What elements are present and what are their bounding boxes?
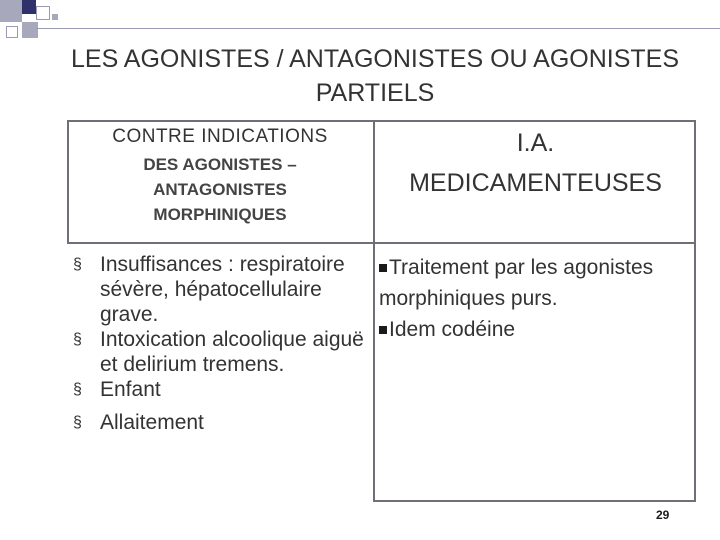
table-header-divider: [67, 242, 696, 244]
header-contre-indications: CONTRE INDICATIONS: [112, 126, 328, 147]
left-column-header: [67, 120, 373, 242]
interactions-list: [379, 252, 695, 345]
decor-square: [6, 26, 18, 38]
list-item: § Intoxication alcoolique aiguë et delirium tremens.: [73, 328, 364, 376]
decor-square: [0, 0, 22, 22]
header-line: DES AGONISTES –: [143, 155, 297, 174]
list-item: § Enfant: [73, 378, 161, 401]
bullet-icon: §: [73, 381, 82, 398]
contraindications-list: [67, 252, 373, 435]
bullet-icon: §: [73, 331, 82, 348]
decor-square: [36, 6, 50, 20]
page-number: 29: [656, 508, 670, 522]
header-rule: [36, 28, 720, 29]
list-item: § Insuffisances : respiratoire sévère, hépatocellulaire grave.: [73, 253, 345, 326]
list-item: Idem codéine: [379, 314, 695, 345]
bullet-icon: §: [73, 256, 82, 273]
table-bottom-border: [373, 500, 696, 502]
list-item: § Allaitement: [73, 411, 204, 434]
content-table: [67, 120, 696, 502]
header-line: ANTAGONISTES: [153, 180, 287, 199]
decor-square: [22, 0, 36, 14]
list-item: Traitement par les agonistes morphiniques purs.: [379, 256, 654, 310]
square-bullet-icon: [379, 264, 387, 272]
decor-square: [52, 14, 58, 20]
header-ia: I.A.: [516, 129, 555, 157]
bullet-icon: §: [73, 414, 82, 431]
header-medicamenteuses: MEDICAMENTEUSES: [409, 169, 662, 197]
right-column-header: [375, 120, 696, 242]
slide-title: LES AGONISTES / ANTAGONISTES OU AGONISTES PARTIELS: [70, 45, 680, 107]
header-line: MORPHINIQUES: [153, 205, 287, 224]
square-bullet-icon: [379, 326, 387, 334]
decor-square: [22, 22, 38, 38]
